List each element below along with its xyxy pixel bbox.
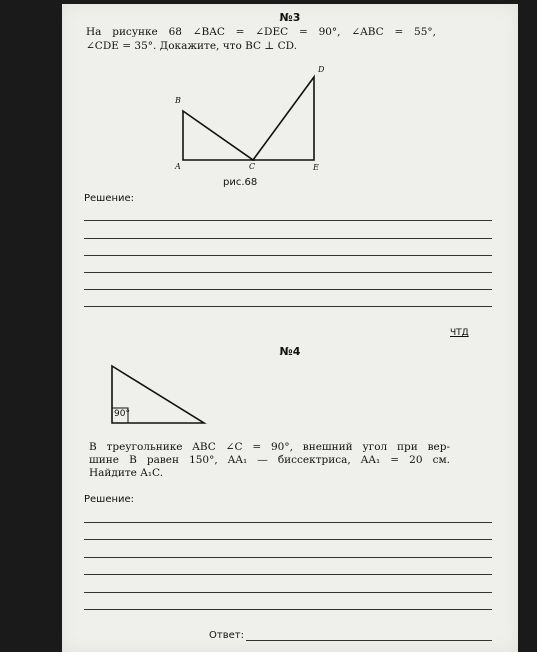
answer-line: [84, 539, 492, 540]
task4-text-line1: В треугольнике ABC ∠C = 90°, внешний угол при вер-: [89, 441, 450, 453]
answer-line: [84, 289, 492, 290]
task4-text-line2: шине B равен 150°, AA₁ — биссектриса, AA₁ = 20 см.: [89, 454, 450, 466]
answer-line: [84, 238, 492, 239]
figure-caption: рис.68: [223, 177, 258, 188]
right-angle-label: 90°: [114, 409, 130, 419]
answer-field-line[interactable]: [246, 640, 492, 641]
task3-solution-label: Решение:: [84, 193, 135, 204]
point-label-d: D: [318, 65, 325, 74]
point-label-a: A: [175, 162, 181, 171]
answer-line: [84, 306, 492, 307]
task4-triangle-diagram: [106, 360, 211, 430]
task4-solution-label: Решение:: [84, 494, 135, 505]
answer-line: [84, 609, 492, 610]
task3-text-line1: На рисунке 68 ∠BAC = ∠DEC = 90°, ∠ABC = 55°,: [86, 26, 436, 38]
triangle-cde: [253, 77, 314, 160]
answer-line: [84, 592, 492, 593]
point-label-b: B: [175, 96, 181, 105]
answer-line: [84, 522, 492, 523]
task3-number: №3: [279, 11, 301, 24]
answer-line: [84, 220, 492, 221]
answer-label: Ответ:: [209, 630, 244, 641]
qed-mark: ЧТД: [450, 328, 469, 338]
answer-line: [84, 272, 492, 273]
point-label-c: C: [249, 162, 256, 171]
task4-number: №4: [279, 345, 301, 358]
answer-line: [84, 574, 492, 575]
point-label-e: E: [313, 163, 319, 172]
answer-line: [84, 255, 492, 256]
worksheet-page: [62, 4, 518, 652]
answer-line: [84, 557, 492, 558]
task4-text-line3: Найдите A₁C.: [89, 467, 164, 479]
triangle-abc: [183, 111, 253, 160]
task3-text-line2: ∠CDE = 35°. Докажите, что BC ⊥ CD.: [86, 40, 298, 52]
